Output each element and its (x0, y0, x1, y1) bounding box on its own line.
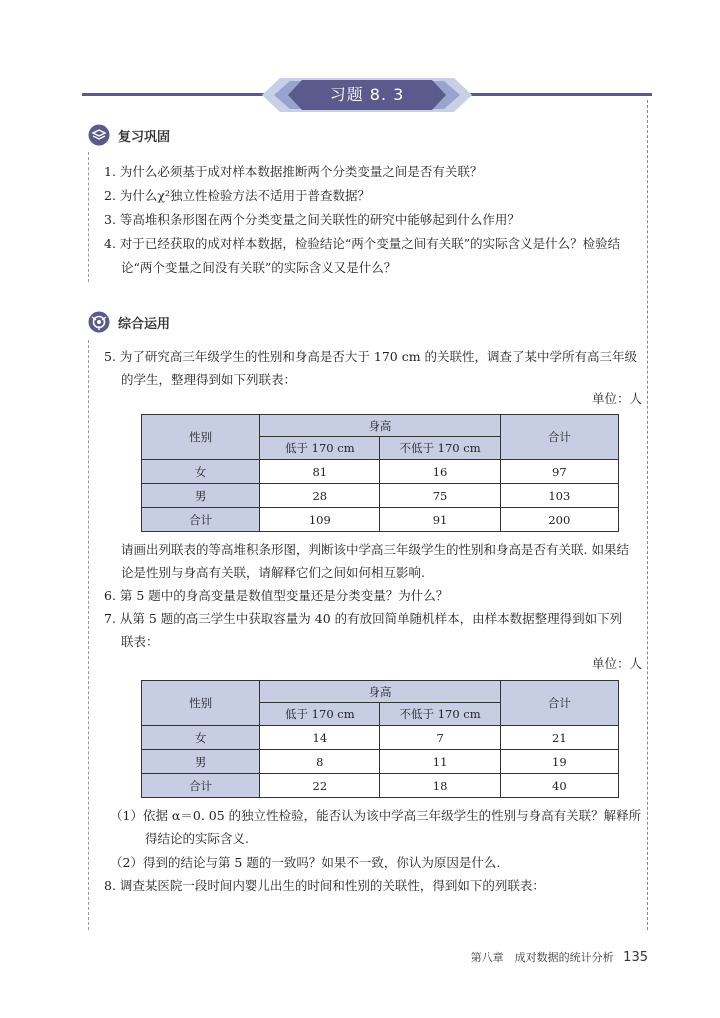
table-cell: 75 (380, 484, 500, 508)
table-cell: 103 (500, 484, 618, 508)
q7-part1-line-2: 得结论的实际含义. (145, 831, 249, 846)
exercise-title: 习题 8. 3 (329, 85, 405, 104)
table1-header-total: 合计 (500, 415, 618, 460)
row-label: 女 (142, 460, 260, 484)
review-item-4: 4. 对于已经获取的成对样本数据，检验结论“两个变量之间有关联”的实际含义是什么？检验结 (104, 236, 621, 251)
table-cell: 14 (260, 726, 380, 750)
table1-header-height: 身高 (260, 415, 501, 437)
table-cell: 22 (260, 774, 380, 798)
table-cell: 109 (260, 508, 380, 532)
review-item-3: 3. 等高堆积条形图在两个分类变量之间关联性的研究中能够起到什么作用？ (104, 212, 520, 227)
contingency-table-1 (141, 414, 619, 532)
table-row (142, 750, 619, 774)
q5-followup-line-2: 论是性别与身高有关联，请解释它们之间如何相互影响. (121, 565, 425, 580)
row-label: 男 (142, 484, 260, 508)
section-review-margin-rule (88, 152, 89, 282)
table-cell: 81 (260, 460, 380, 484)
contingency-table-2 (141, 680, 619, 798)
page-footer (471, 949, 648, 965)
table-row (142, 508, 619, 532)
table-cell: 21 (500, 726, 618, 750)
right-margin-rule (647, 100, 648, 930)
row-label: 合计 (142, 508, 260, 532)
table-cell: 97 (500, 460, 618, 484)
chapter-label: 第八章 成对数据的统计分析 (470, 951, 614, 964)
header-rule-left (82, 93, 272, 96)
page-number: 135 (623, 950, 648, 965)
table1-header-high: 不低于 170 cm (380, 437, 500, 460)
row-label: 合计 (142, 774, 260, 798)
table-row (142, 484, 619, 508)
table-cell: 11 (380, 750, 500, 774)
review-item-1: 1. 为什么必须基于成对样本数据推断两个分类变量之间是否有关联？ (104, 164, 483, 179)
table2-header-high: 不低于 170 cm (380, 703, 500, 726)
q5-line-2: 的学生，整理得到如下列联表： (121, 372, 297, 387)
table2-unit: 单位：人 (591, 656, 642, 671)
table-cell: 8 (260, 750, 380, 774)
section-application (88, 311, 170, 333)
table1-header-low: 低于 170 cm (260, 437, 380, 460)
q8-line: 8. 调查某医院一段时间内婴儿出生的时间和性别的关联性，得到如下的列联表： (104, 878, 545, 893)
table-cell: 7 (380, 726, 500, 750)
table-cell: 28 (260, 484, 380, 508)
q6-line: 6. 第 5 题中的身高变量是数值型变量还是分类变量？为什么？ (104, 588, 449, 603)
header-rule-right (462, 93, 652, 96)
table2-header-low: 低于 170 cm (260, 703, 380, 726)
q7-part2-line: （2）得到的结论与第 5 题的一致吗？如果不一致，你认为原因是什么. (110, 855, 501, 870)
layers-icon (88, 124, 110, 146)
table-cell: 40 (500, 774, 618, 798)
row-label: 男 (142, 750, 260, 774)
table-row (142, 460, 619, 484)
table-cell: 19 (500, 750, 618, 774)
review-item-2: 2. 为什么χ²独立性检验方法不适用于普查数据？ (104, 188, 370, 203)
row-label: 女 (142, 726, 260, 750)
table-cell: 18 (380, 774, 500, 798)
table-row (142, 774, 619, 798)
q5-followup-line-1: 请画出列联表的等高堆积条形图，判断该中学高三年级学生的性别和身高是否有关联. 如果结 (121, 542, 629, 557)
q7-line-1: 7. 从第 5 题的高三学生中获取容量为 40 的有放回简单随机样本，由样本数据整理得到如下列 (104, 611, 623, 626)
review-item-4-cont: 论“两个变量之间没有关联”的实际含义又是什么？ (121, 260, 397, 275)
section-application-margin-rule (88, 340, 89, 930)
section-review (88, 124, 170, 146)
table2-header-height: 身高 (260, 681, 501, 703)
section-review-title: 复习巩固 (118, 129, 171, 145)
table2-header-gender: 性别 (142, 681, 260, 726)
table-cell: 16 (380, 460, 500, 484)
table-cell: 200 (500, 508, 618, 532)
q7-line-2: 联表： (121, 634, 159, 649)
q7-part1-line-1: （1）依据 α＝0. 05 的独立性检验，能否认为该中学高三年级学生的性别与身高有关联？解释所 (110, 808, 642, 823)
table-row (142, 726, 619, 750)
table1-header-gender: 性别 (142, 415, 260, 460)
ring-icon (88, 311, 110, 333)
table1-unit: 单位：人 (591, 391, 642, 406)
section-application-title: 综合运用 (118, 316, 171, 332)
table2-header-total: 合计 (500, 681, 618, 726)
table-cell: 91 (380, 508, 500, 532)
q5-line-1: 5. 为了研究高三年级学生的性别和身高是否大于 170 cm 的关联性，调查了某中学所有高三年级 (104, 349, 638, 364)
